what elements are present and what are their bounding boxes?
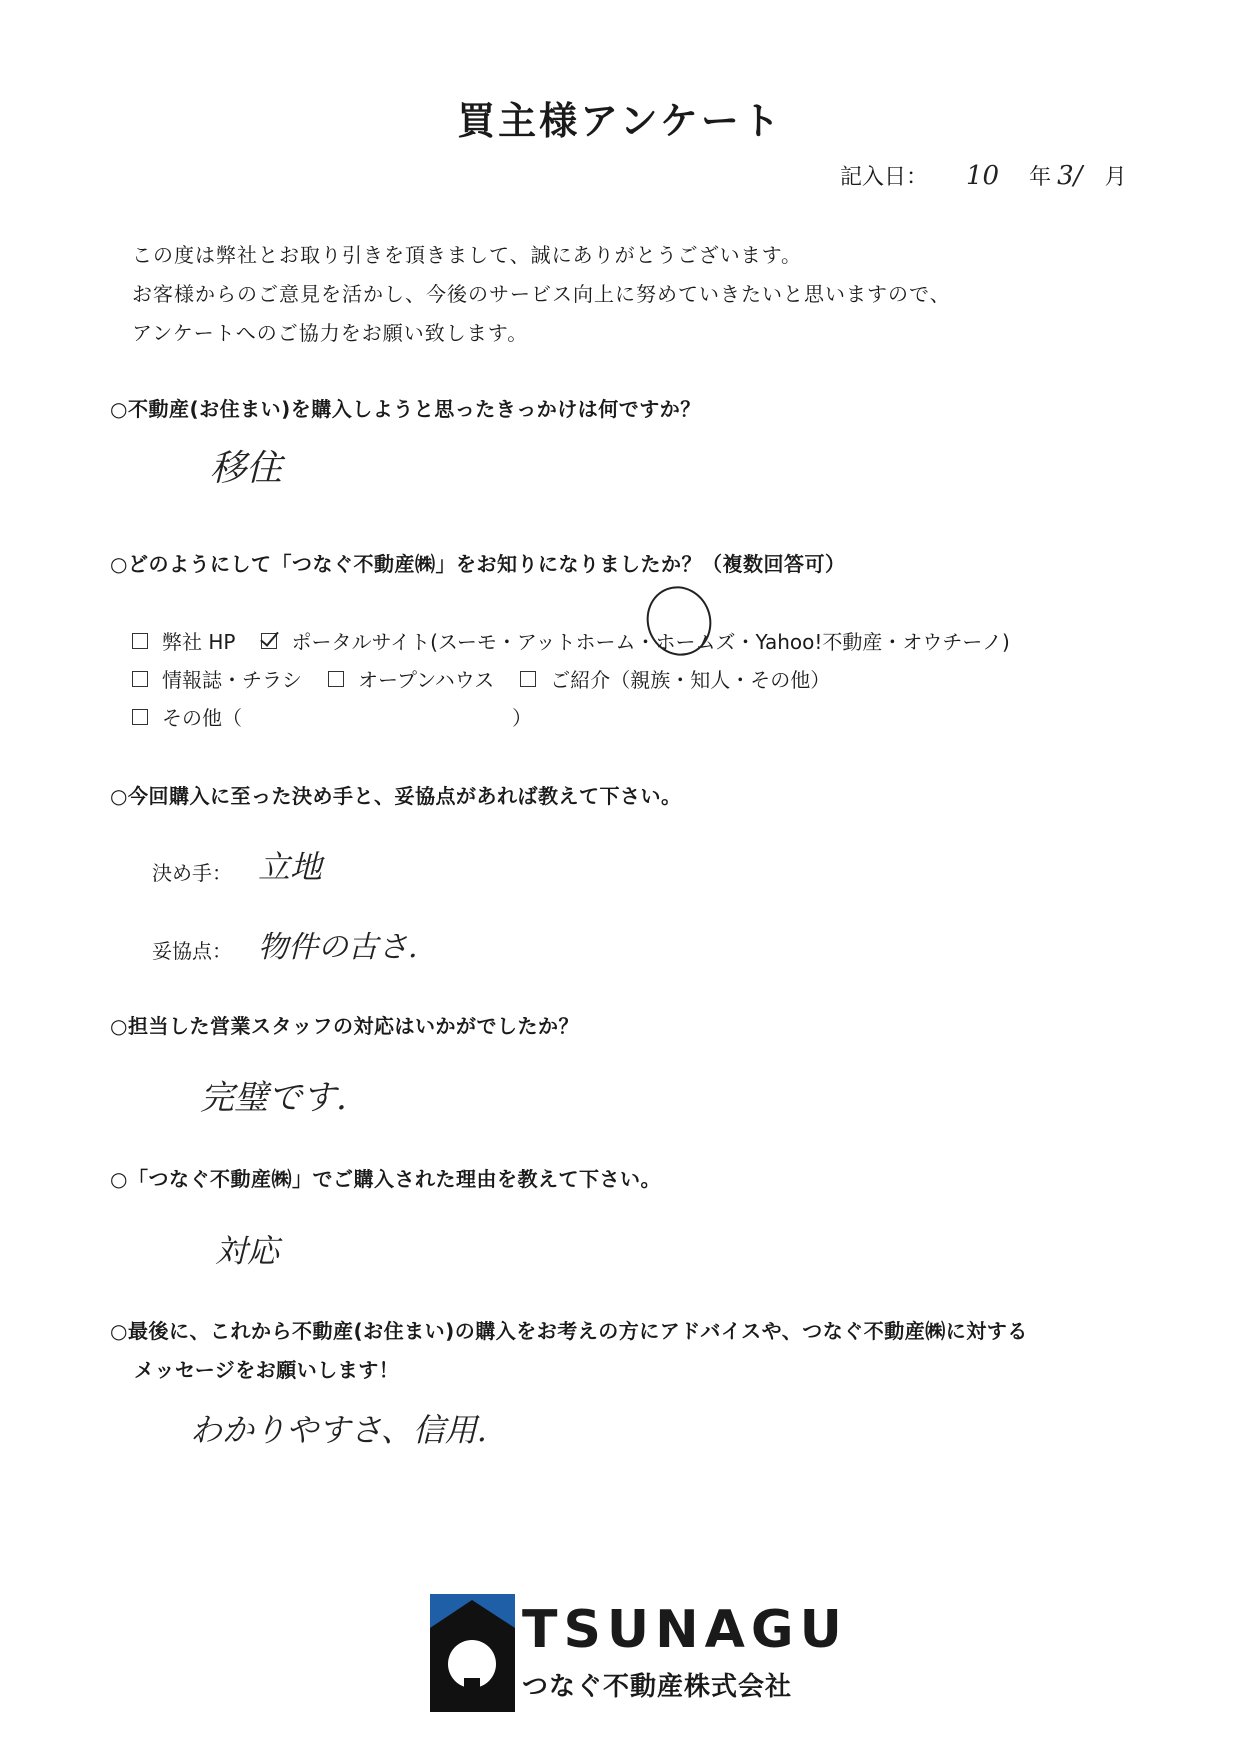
logo-company-name: つなぐ不動産株式会社 [522, 1672, 793, 1702]
options-row-1 [132, 626, 1010, 655]
deciding-answer-handwritten: 立地 [258, 848, 323, 886]
date-month-handwritten: 3/ [1057, 161, 1083, 191]
question-3: ○今回購入に至った決め手と、妥協点があれば教えて下さい。 [110, 784, 682, 808]
answer-4-handwritten: 完璧です. [200, 1078, 347, 1118]
option-portal-suffix: ・Yahoo!不動産・オウチーノ) [735, 630, 1010, 654]
question-5: ○「つなぐ不動産㈱」でご購入された理由を教えて下さい。 [110, 1167, 661, 1191]
answer-1-handwritten: 移住 [210, 448, 283, 489]
month-unit: 月 [1104, 165, 1127, 190]
question-2: ○どのようにして「つなぐ不動産㈱」をお知りになりましたか？（複数回答可） [110, 552, 846, 576]
question-6-line-2: メッセージをお願いします！ [134, 1358, 400, 1382]
option-portal-circled [655, 626, 735, 655]
option-openhouse-label: オープンハウス [358, 668, 495, 692]
checkbox-hp[interactable] [132, 633, 148, 649]
checkbox-openhouse[interactable] [328, 671, 344, 687]
question-1: ○不動産(お住まい)を購入しようと思ったきっかけは何ですか？ [110, 397, 701, 421]
options-row-2 [132, 664, 830, 693]
option-flyer-label: 情報誌・チラシ [162, 668, 302, 692]
intro-text [132, 236, 951, 353]
options-row-3 [132, 702, 532, 731]
answer-5-handwritten: 対応 [215, 1232, 280, 1270]
date-year-handwritten: 10 [966, 161, 1000, 191]
option-other-suffix: ） [512, 706, 532, 730]
checkbox-portal[interactable] [261, 633, 277, 649]
year-unit: 年 [1029, 165, 1052, 190]
checkbox-other[interactable] [132, 709, 148, 725]
checkbox-referral[interactable] [520, 671, 536, 687]
option-portal-prefix: ポータルサイト(スーモ・アットホーム・ [291, 630, 656, 654]
entry-date [840, 160, 1126, 191]
option-hp-label: 弊社 HP [162, 630, 236, 654]
tsunagu-logo-mark [430, 1594, 515, 1712]
compromise-answer-handwritten: 物件の古さ. [258, 930, 418, 965]
intro-line: アンケートへのご協力をお願い致します。 [132, 321, 529, 345]
page-title: 買主様アンケート [457, 99, 783, 143]
compromise-label: 妥協点： [152, 939, 232, 963]
option-other-prefix: その他（ [162, 706, 242, 730]
question-4: ○担当した営業スタッフの対応はいかがでしたか？ [110, 1014, 579, 1038]
option-portal-circled-label: ホームズ [655, 630, 736, 654]
question-6-line-1: ○最後に、これから不動産(お住まい)の購入をお考えの方にアドバイスや、つなぐ不動産㈱に対する [110, 1319, 1028, 1343]
deciding-label: 決め手： [152, 861, 232, 885]
option-referral-label: ご紹介（親族・知人・その他） [550, 668, 831, 692]
intro-line: この度は弊社とお取り引きを頂きまして、誠にありがとうございます。 [132, 243, 802, 267]
date-label: 記入日： [840, 165, 929, 190]
checkbox-flyer[interactable] [132, 671, 148, 687]
logo-wordmark: TSUNAGU [522, 1600, 848, 1660]
intro-line: お客様からのご意見を活かし、今後のサービス向上に努めていきたいと思いますので、 [132, 282, 951, 306]
answer-6-handwritten: わかりやすさ、信用. [190, 1411, 487, 1449]
